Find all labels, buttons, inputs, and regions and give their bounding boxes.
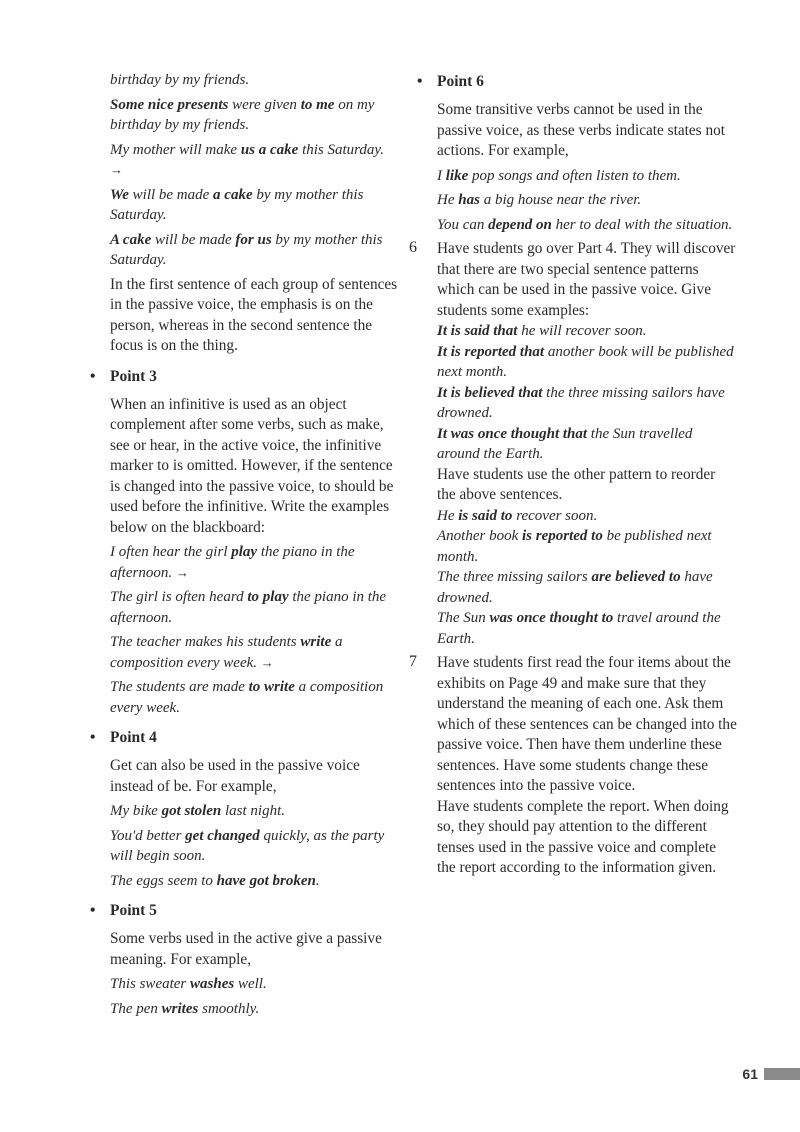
point-5-section [90,901,400,1019]
example-sentence: Some nice presents were given to me on my birthday by my friends. [110,96,375,133]
example-sentence: birthday by my friends. [110,72,250,88]
item-number: 7 [409,653,417,670]
example-sentence: You'd better get changed quickly, as the party will begin soon. [110,827,385,864]
bullet-icon: • [90,902,96,919]
example-sentence: You can depend on her to deal with the situation. [437,216,733,233]
point-3-section [90,367,400,719]
item-7-text-2: Have students complete the report. When doing so, they should pay attention to the different tenses used in the passive voice and complete the report according to the information given. [437,797,729,876]
arrow-icon: → [110,162,123,177]
explanation-paragraph: In the first sentence of each group of sentences in the passive voice, the emphasis is on the person, whereas in the second sentence the focus is on the thing. [110,275,398,354]
point-6-section [417,72,737,235]
example-sentence: We will be made a cake by my mother this Saturday. [110,186,364,223]
example-sentence: The girl is often heard to play the piano in the afternoon. [110,589,387,626]
arrow-icon: → [175,564,189,580]
example-sentence: The Sun was once thought to travel around the Earth. [437,610,721,647]
example-sentence: Another book is reported to be published next month. [437,528,712,565]
item-6-examples-2 [437,506,737,650]
point-5-examples [110,974,400,1019]
example-sentence: This sweater washes well. [110,976,267,992]
example-sentence: It is believed that the three missing sailors have drowned. [437,384,725,421]
point-4-section [90,728,400,891]
point-3-text: When an infinitive is used as an object complement after some verbs, such as make, see or hear, in the active voice, the infinitive marker to is omitted. However, if the sentence is changed into the passive voice, to should be used before the infinitive. Write the examples below on the blackboard: [110,395,394,536]
point-heading: • Point 5 [90,902,157,919]
example-sentence: It was once thought that the Sun travelled around the Earth. [437,425,693,462]
example-sentence: The students are made to write a composition every week. [110,679,384,716]
point-heading: • Point 3 [90,367,157,385]
example-sentence: My bike got stolen last night. [110,803,285,819]
item-6-text: Have students go over Part 4. They will discover that there are two special sentence patterns which can be used in the passive voice. Give students some examples: [437,240,736,319]
example-sentence: The pen writes smoothly. [110,1000,260,1017]
point-5-text: Some verbs used in the active give a passive meaning. For example, [110,930,382,968]
left-column [90,70,400,1023]
point-3-examples [110,542,400,718]
bullet-icon: • [417,73,423,90]
example-sentence: It is said that he will recover soon. [437,323,647,339]
point-6-examples [437,166,737,236]
point-4-text: Get can also be used in the passive voice instead of be. For example, [110,757,360,795]
item-number: 6 [409,239,417,256]
example-sentence: He has a big house near the river. [437,192,642,208]
point-6-text: Some transitive verbs cannot be used in the passive voice, as these verbs indicate states not actions. For example, [437,101,726,159]
arrow-icon: → [260,654,274,670]
example-sentence: The three missing sailors are believed to have drowned. [437,569,713,606]
example-sentence: I like pop songs and often listen to them. [437,167,681,184]
right-column [409,70,737,883]
page-bar-marker [764,1068,800,1080]
item-6-examples-1 [437,321,737,465]
numbered-item-6 [409,239,737,649]
example-sentence: The teacher makes his students write a composition every week. → [110,634,343,671]
page-number: 61 [742,1066,800,1082]
item-7-text: Have students first read the four items about the exhibits on Page 49 and make sure that they understand the meaning of each one. Ask them which of these sentences can be changed into the passive voice. Then have them underline these sentences. Have some students change these sentences into the passive voice. [437,654,737,794]
item-6-text-2: Have students use the other pattern to reorder the above sentences. [437,465,716,503]
example-sentence: He is said to recover soon. [437,507,598,524]
example-sentence: A cake will be made for us by my mother this Saturday. [110,231,383,268]
example-sentence: I often hear the girl play the piano in the afternoon. → [110,544,355,581]
example-sentence: The eggs seem to have got broken. [110,872,320,889]
point-4-examples [110,801,400,891]
bullet-icon: • [90,729,96,746]
point-heading: • Point 4 [90,729,157,746]
example-sentence: My mother will make us a cake this Saturday. → [110,141,385,177]
example-sentence: It is reported that another book will be published next month. [437,343,734,380]
numbered-item-7 [409,653,737,879]
point-heading: • Point 6 [417,73,484,90]
bullet-icon: • [90,367,96,385]
intro-examples [110,70,400,271]
